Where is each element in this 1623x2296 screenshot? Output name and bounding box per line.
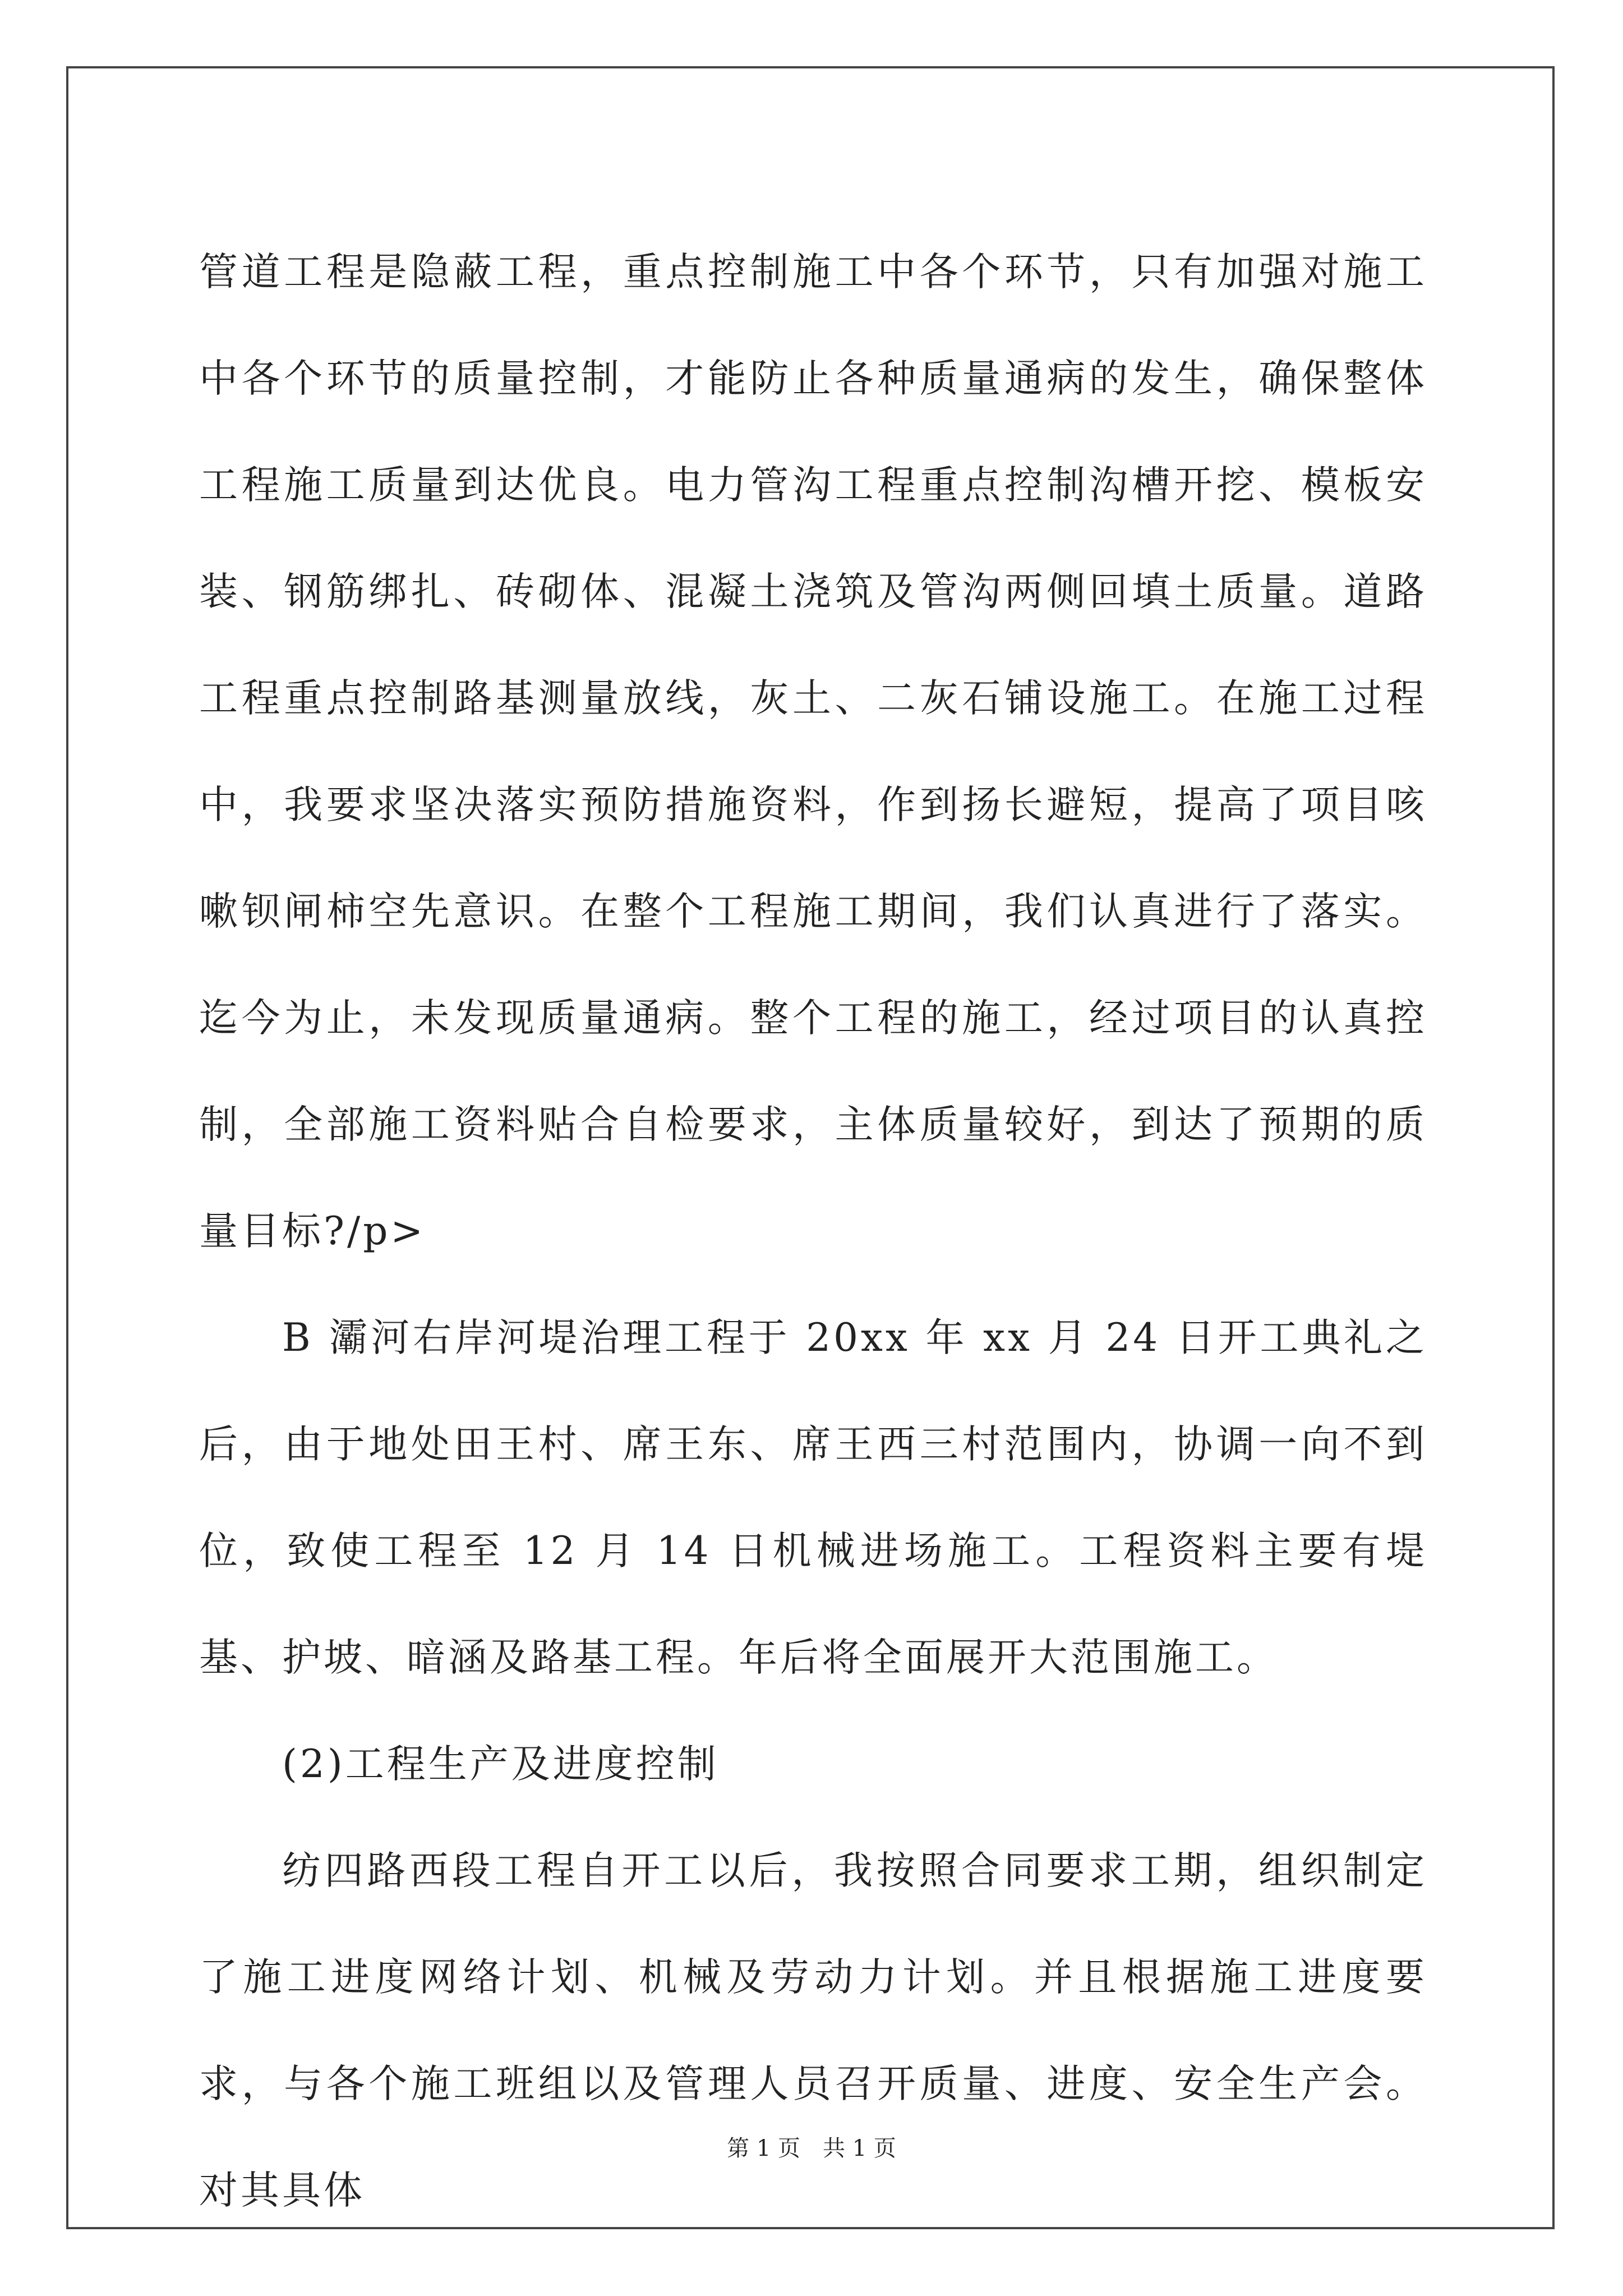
paragraph-quality-control: 管道工程是隐蔽工程，重点控制施工中各个环节，只有加强对施工中各个环节的质量控制，才能防止各种质量通病的发生，确保整体工程施工质量到达优良。电力管沟工程重点控制沟槽开挖、模板安装、钢筋绑扎、砖砌体、混凝土浇筑及管沟两侧回填土质量。道路工程重点控制路基测量放线，灰土、二灰石铺设施工。在施工过程中，我要求坚决落实预防措施资料，作到扬长避短，提高了项目咳嗽钡闸柿空先意识。在整个工程施工期间，我们认真进行了落实。迄今为止，未发现质量通病。整个工程的施工，经过项目的认真控制，全部施工资料贴合自检要求，主体质量较好，到达了预期的质量目标?/p> — [199, 250, 1427, 1254]
section-heading-progress-control: (2)工程生产及进度控制 — [282, 1742, 719, 1787]
paragraph-bahe-river-project: B 灞河右岸河堤治理工程于 20xx 年 xx 月 24 日开工典礼之后，由于地处田王村、席王东、席王西三村范围内，协调一向不到位，致使工程至 12 月 14 日机械进场施工。工程资料主要有堤基、护坡、暗涵及路基工程。年后将全面展开大范围施工。 — [199, 1315, 1427, 1680]
paragraph-progress-plan: 纺四路西段工程自开工以后，我按照合同要求工期，组织制定了施工进度网络计划、机械及劳动力计划。并且根据施工进度要求，与各个施工班组以及管理人员召开质量、进度、安全生产会。对其具体 — [199, 1848, 1427, 2213]
document-body — [199, 219, 1427, 2244]
page-number-footer: 第 1 页 共 1 页 — [727, 2136, 896, 2161]
